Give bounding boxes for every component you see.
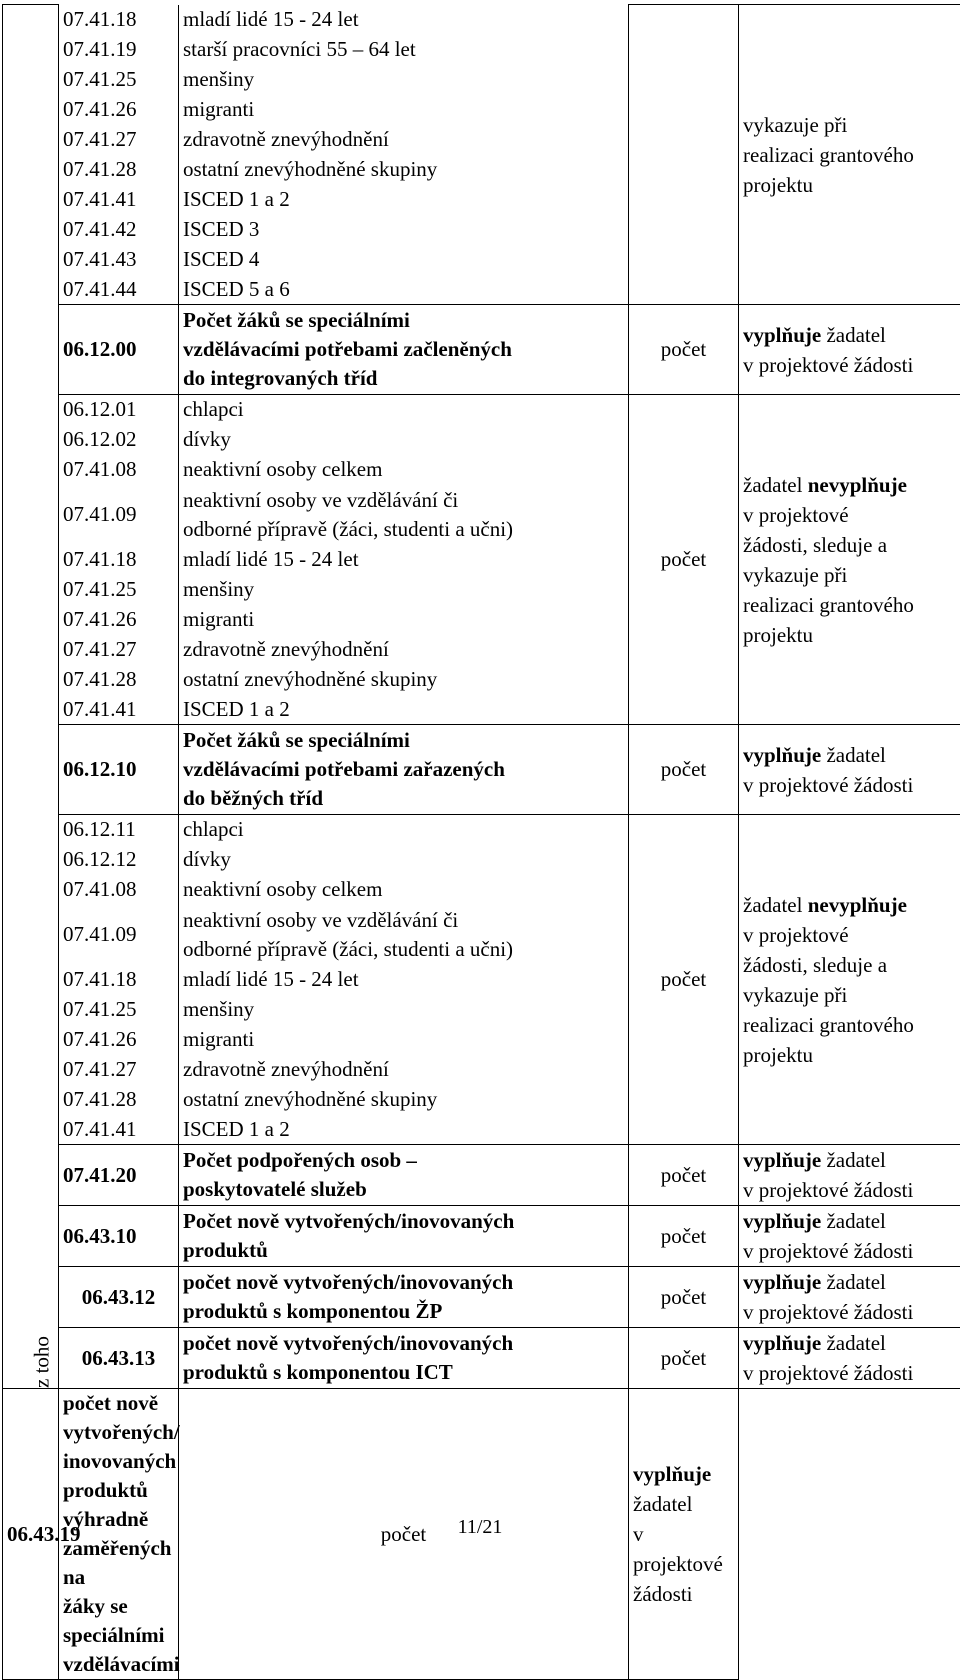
row-label: menšiny (179, 995, 629, 1025)
table-row (3, 725, 960, 815)
note-text: žadatel v projektové žádosti (743, 743, 913, 797)
row-code: 07.41.27 (59, 635, 179, 665)
row-label: Počet žáků se speciálními vzdělávacími potřebami zařazených do běžných tříd (179, 725, 629, 815)
row-code: 07.41.20 (59, 1145, 179, 1206)
note-text: žadatel (743, 893, 808, 917)
row-code: 06.12.00 (59, 305, 179, 395)
note-bold: nevyplňuje (808, 473, 907, 497)
row-label: počet nově vytvořených/inovovaných produktů s komponentou ICT (179, 1328, 629, 1389)
side-label-text: z toho (29, 1336, 53, 1388)
row-code: 07.41.25 (59, 575, 179, 605)
note-text: v projektové žádosti, sleduje a vykazuje při realizaci grantového projektu (743, 503, 914, 647)
row-label: dívky (179, 425, 629, 455)
note-text: žadatel v projektové žádosti (743, 1270, 913, 1324)
row-label: migranti (179, 95, 629, 125)
row-label: ISCED 4 (179, 245, 629, 275)
row-code: 07.41.42 (59, 215, 179, 245)
unit-cell: počet (629, 395, 739, 725)
row-code: 06.12.12 (59, 845, 179, 875)
table-row (3, 5, 960, 35)
row-code: 06.43.19 (3, 1389, 59, 1680)
row-label: Počet žáků se speciálními vzdělávacími potřebami začleněných do integrovaných tříd (179, 305, 629, 395)
row-label: dívky (179, 845, 629, 875)
row-label: neaktivní osoby celkem (179, 875, 629, 905)
note-bold: vyplňuje (743, 1148, 821, 1172)
row-label: migranti (179, 1025, 629, 1055)
note-text: žadatel v projektové žádosti (743, 1209, 913, 1263)
row-code: 07.41.25 (59, 65, 179, 95)
row-code: 07.41.41 (59, 1115, 179, 1145)
row-code: 07.41.09 (59, 485, 179, 545)
row-label: neaktivní osoby ve vzdělávání či odborné přípravě (žáci, studenti a učni) (179, 905, 629, 965)
indicator-table-body (3, 5, 960, 1680)
row-label: Počet nově vytvořených/inovovaných produktů (179, 1206, 629, 1267)
unit-cell: počet (629, 1328, 739, 1389)
row-label: zdravotně znevýhodnění (179, 125, 629, 155)
row-code: 07.41.08 (59, 455, 179, 485)
note-cell (739, 815, 960, 1145)
note-text: žadatel v projektové žádosti (743, 1148, 913, 1202)
unit-cell: počet (629, 815, 739, 1145)
table-row (3, 1267, 960, 1328)
row-label: ISCED 1 a 2 (179, 185, 629, 215)
row-code: 07.41.27 (59, 125, 179, 155)
row-code: 07.41.18 (59, 545, 179, 575)
row-code: 07.41.09 (59, 905, 179, 965)
note-text: žadatel v projektové žádosti (743, 1331, 913, 1385)
note-bold: vyplňuje (743, 1331, 821, 1355)
row-label: počet nově vytvořených/inovovaných produktů s komponentou ŽP (179, 1267, 629, 1328)
note-cell: vykazuje při realizaci grantového projektu (739, 5, 960, 305)
table-row (3, 1206, 960, 1267)
row-label: ostatní znevýhodněné skupiny (179, 1085, 629, 1115)
unit-cell (629, 5, 739, 305)
row-code: 06.12.02 (59, 425, 179, 455)
table-row (3, 1145, 960, 1206)
row-code: 07.41.18 (59, 965, 179, 995)
row-code: 07.41.28 (59, 1085, 179, 1115)
row-code: 07.41.28 (59, 665, 179, 695)
note-bold: vyplňuje (743, 1270, 821, 1294)
note-bold: vyplňuje (633, 1462, 711, 1486)
row-code: 07.41.26 (59, 605, 179, 635)
row-code: 06.12.11 (59, 815, 179, 845)
page-number: 11/21 (0, 1516, 960, 1539)
row-code: 07.41.44 (59, 275, 179, 305)
side-label (3, 5, 59, 1389)
row-label: ostatní znevýhodněné skupiny (179, 665, 629, 695)
note-bold: vyplňuje (743, 1209, 821, 1233)
note-cell (739, 1267, 960, 1328)
note-text: žadatel (743, 473, 808, 497)
table-row (3, 1328, 960, 1389)
row-label: ISCED 1 a 2 (179, 695, 629, 725)
indicator-table (2, 4, 960, 1680)
row-code: 07.41.26 (59, 1025, 179, 1055)
unit-cell: počet (629, 725, 739, 815)
row-code: 06.43.10 (59, 1206, 179, 1267)
row-label: neaktivní osoby ve vzdělávání či odborné přípravě (žáci, studenti a učni) (179, 485, 629, 545)
note-text: v projektové žádosti, sleduje a vykazuje při realizaci grantového projektu (743, 923, 914, 1067)
row-label: zdravotně znevýhodnění (179, 635, 629, 665)
row-label: ISCED 1 a 2 (179, 1115, 629, 1145)
note-cell (739, 725, 960, 815)
row-label: migranti (179, 605, 629, 635)
note-cell (739, 395, 960, 725)
row-label: mladí lidé 15 - 24 let (179, 545, 629, 575)
row-label: neaktivní osoby celkem (179, 455, 629, 485)
row-code: 07.41.19 (59, 35, 179, 65)
row-label: mladí lidé 15 - 24 let (179, 5, 629, 35)
unit-cell: počet (629, 305, 739, 395)
row-code: 06.12.01 (59, 395, 179, 425)
note-cell (739, 1328, 960, 1389)
row-label: starší pracovníci 55 – 64 let (179, 35, 629, 65)
unit-cell: počet (629, 1145, 739, 1206)
row-code: 07.41.26 (59, 95, 179, 125)
row-code: 07.41.08 (59, 875, 179, 905)
note-text: žadatel v projektové žádosti (743, 323, 913, 377)
row-label: mladí lidé 15 - 24 let (179, 965, 629, 995)
note-cell (739, 1145, 960, 1206)
row-code: 07.41.25 (59, 995, 179, 1025)
row-label: menšiny (179, 575, 629, 605)
row-code: 07.41.18 (59, 5, 179, 35)
row-label: chlapci (179, 395, 629, 425)
unit-cell: počet (629, 1267, 739, 1328)
row-label: Počet podpořených osob – poskytovatelé služeb (179, 1145, 629, 1206)
note-bold: vyplňuje (743, 743, 821, 767)
table-row (3, 815, 960, 845)
row-code: 06.43.12 (59, 1267, 179, 1328)
row-label: počet nově vytvořených/ inovovaných produktů výhradně zaměřených na žáky se speciálními vzdělávacími (59, 1389, 179, 1680)
row-code: 06.12.10 (59, 725, 179, 815)
row-label: chlapci (179, 815, 629, 845)
note-text: žadatel v projektové žádosti (633, 1492, 723, 1606)
table-row (3, 395, 960, 425)
note-cell (739, 305, 960, 395)
row-code: 07.41.41 (59, 185, 179, 215)
note-bold: nevyplňuje (808, 893, 907, 917)
row-label: zdravotně znevýhodnění (179, 1055, 629, 1085)
row-label: menšiny (179, 65, 629, 95)
row-code: 07.41.43 (59, 245, 179, 275)
row-label: ISCED 3 (179, 215, 629, 245)
table-row (3, 305, 960, 395)
unit-cell: počet (629, 1206, 739, 1267)
row-label: ostatní znevýhodněné skupiny (179, 155, 629, 185)
unit-cell: počet (179, 1389, 629, 1680)
note-cell (739, 1206, 960, 1267)
row-code: 07.41.27 (59, 1055, 179, 1085)
row-code: 07.41.41 (59, 695, 179, 725)
row-code: 07.41.28 (59, 155, 179, 185)
row-label: ISCED 5 a 6 (179, 275, 629, 305)
note-bold: vyplňuje (743, 323, 821, 347)
row-code: 06.43.13 (59, 1328, 179, 1389)
